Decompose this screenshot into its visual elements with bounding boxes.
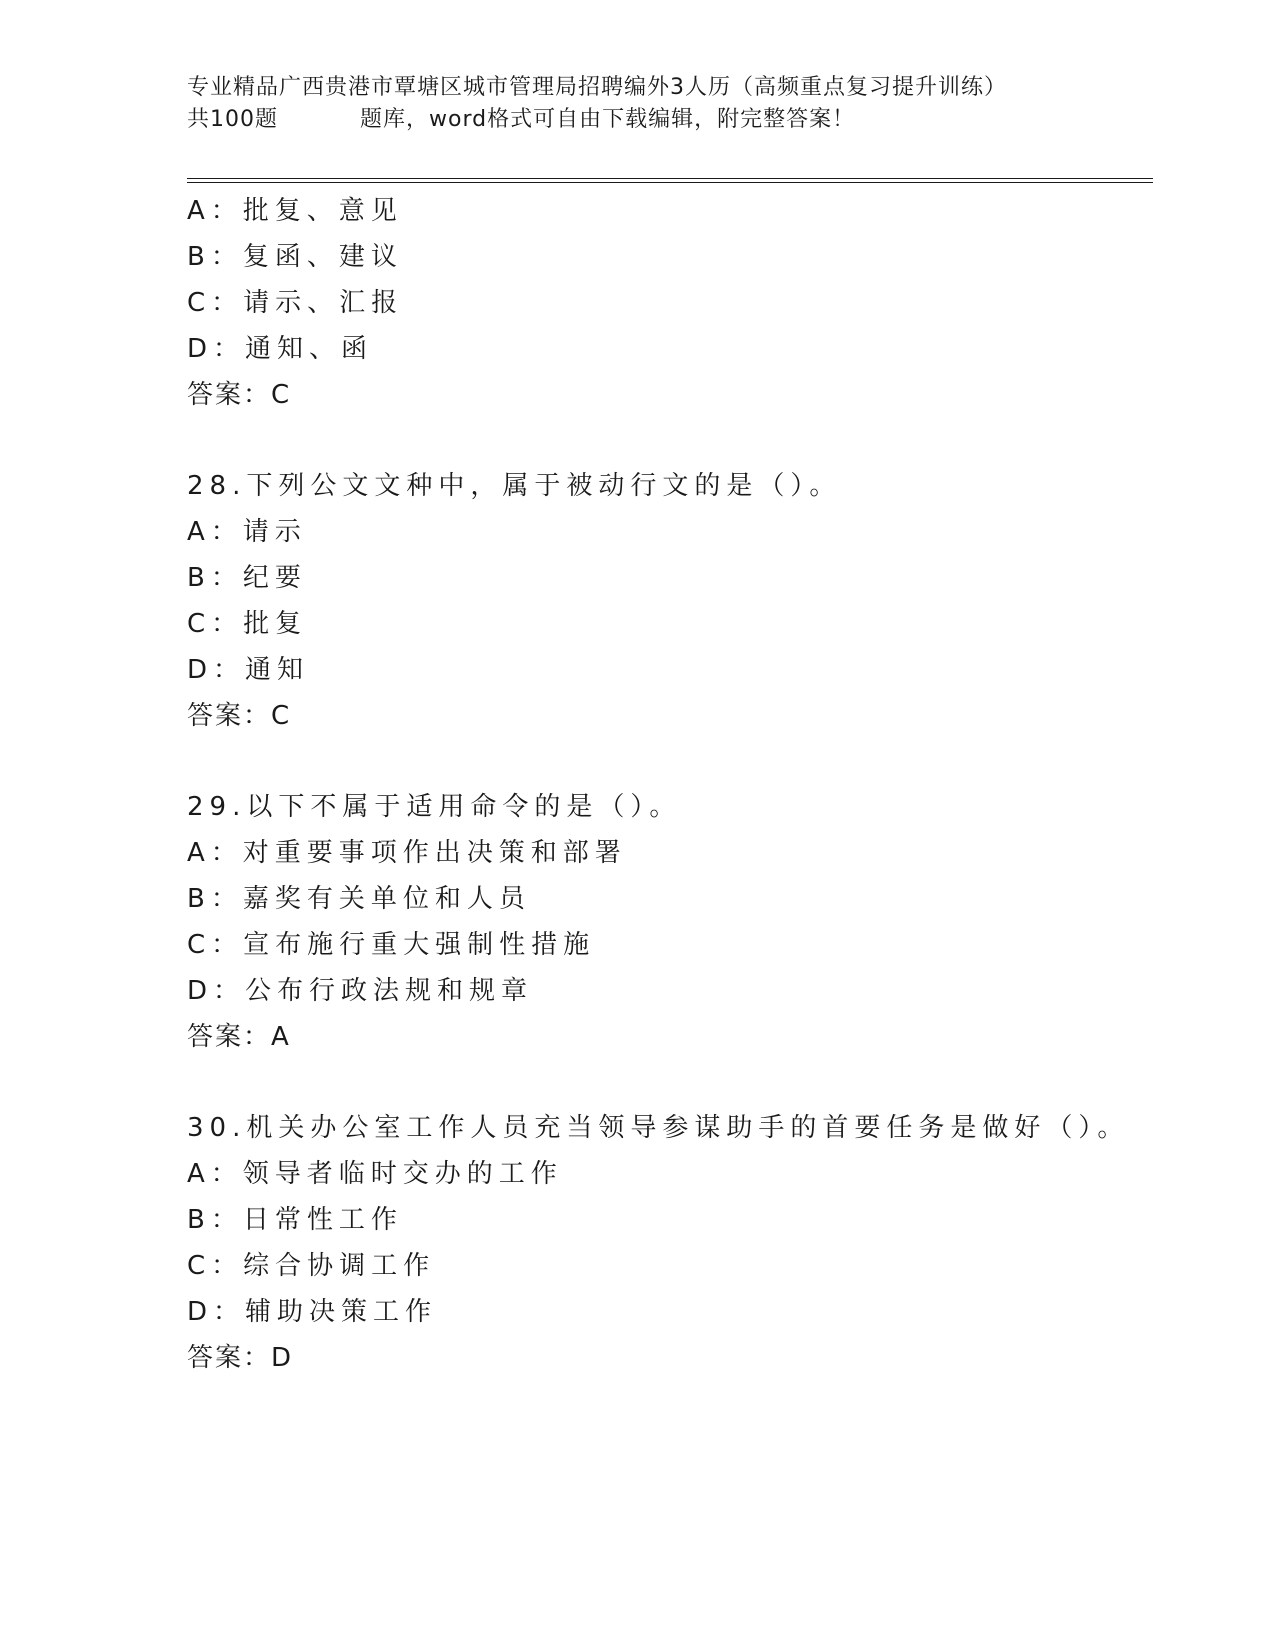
option-b: B：嘉奖有关单位和人员 <box>187 884 531 914</box>
answer-line: 答案：D <box>187 1343 294 1373</box>
answer-line: 答案：C <box>187 380 292 410</box>
header-double-rule <box>187 178 1153 183</box>
option-b: B：复函、建议 <box>187 242 403 272</box>
question-stem: 28.下列公文文种中，属于被动行文的是（）。 <box>187 471 842 501</box>
option-a: A：领导者临时交办的工作 <box>187 1159 563 1189</box>
option-c: C：综合协调工作 <box>187 1251 436 1281</box>
question-block-28 <box>187 463 1147 739</box>
option-a: A：批复、意见 <box>187 196 403 226</box>
answer-line: 答案：A <box>187 1022 291 1052</box>
option-d: D：通知 <box>187 655 310 685</box>
option-d: D：通知、函 <box>187 334 374 364</box>
question-count: 共100题 <box>187 107 278 132</box>
option-c: C：批复 <box>187 609 308 639</box>
question-block-27-partial <box>187 188 1147 418</box>
option-c: C：宣布施行重大强制性措施 <box>187 930 596 960</box>
question-block-30 <box>187 1105 1147 1381</box>
header-title-line: 专业精品广西贵港市覃塘区城市管理局招聘编外3人历（高频重点复习提升训练） <box>187 75 1007 100</box>
option-a: A：对重要事项作出决策和部署 <box>187 838 627 868</box>
question-list <box>187 188 1147 1381</box>
option-d: D：公布行政法规和规章 <box>187 976 534 1006</box>
answer-line: 答案：C <box>187 701 292 731</box>
option-c: C：请示、汇报 <box>187 288 404 318</box>
header-subtitle-line <box>187 104 1087 136</box>
option-b: B：日常性工作 <box>187 1205 403 1235</box>
question-stem: 29.以下不属于适用命令的是（）。 <box>187 792 682 822</box>
question-block-29 <box>187 784 1147 1060</box>
header-description: 题库，word格式可自由下载编辑，附完整答案！ <box>360 107 856 132</box>
option-a: A：请示 <box>187 517 307 547</box>
option-d: D：辅助决策工作 <box>187 1297 438 1327</box>
question-stem: 30.机关办公室工作人员充当领导参谋助手的首要任务是做好（）。 <box>187 1113 1130 1143</box>
option-b: B：纪要 <box>187 563 307 593</box>
document-header <box>187 72 1087 136</box>
